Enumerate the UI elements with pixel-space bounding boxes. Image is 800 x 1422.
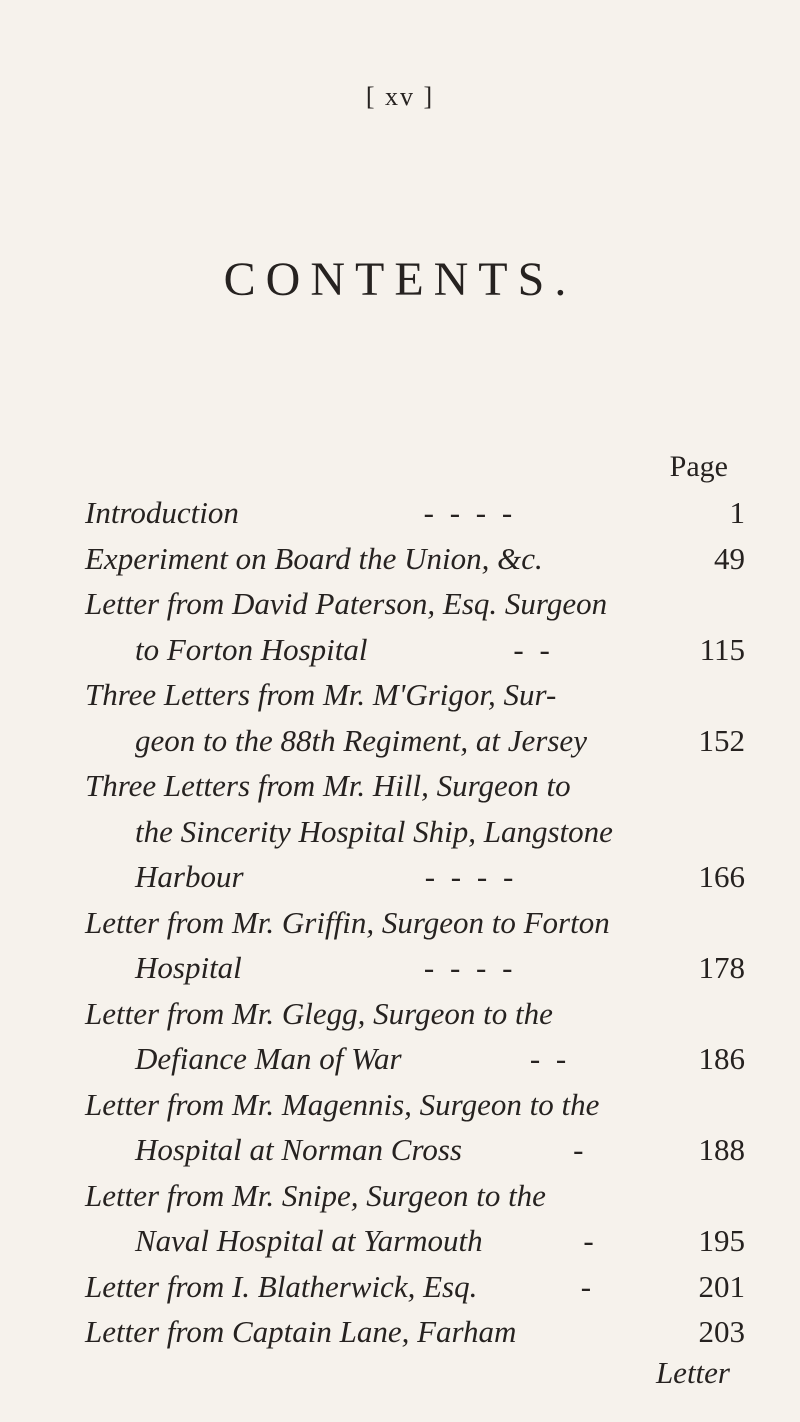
- entry-title-line: Letter from Mr. Snipe, Surgeon to the: [85, 1177, 546, 1213]
- leader-dashes: -: [580, 1268, 596, 1304]
- entry-page-number: 186: [698, 1041, 745, 1076]
- entry-title-line: Letter from Captain Lane, Farham: [85, 1314, 517, 1349]
- contents-entry: [85, 581, 745, 672]
- entry-title-line: Letter from David Paterson, Esq. Surgeon: [85, 586, 608, 621]
- leader-dashes: - - - -: [424, 859, 518, 894]
- contents-entry: [85, 672, 745, 763]
- entry-page-number: 201: [698, 1268, 745, 1304]
- contents-entry: [85, 991, 745, 1082]
- entry-title-line: Hospital at Norman Cross: [135, 1132, 462, 1167]
- entry-title-line: Experiment on Board the Union, &c.: [85, 540, 543, 576]
- contents-entry: [85, 1309, 745, 1355]
- leader-dashes: - -: [529, 1041, 571, 1076]
- entry-title-line: geon to the 88th Regiment, at Jersey: [135, 722, 587, 758]
- contents-entry: [85, 900, 745, 991]
- entry-title-line: to Forton Hospital: [135, 631, 368, 667]
- entry-page-number: 178: [698, 950, 745, 985]
- entry-page-number: 188: [698, 1132, 745, 1167]
- entry-title-line: Introduction: [85, 495, 239, 530]
- entry-page-number: 49: [714, 540, 745, 576]
- page-column-label: Page: [669, 450, 728, 483]
- contents-entry: [85, 1173, 745, 1264]
- entry-title-line: Letter from I. Blatherwick, Esq.: [85, 1268, 478, 1304]
- leader-dashes: - - - -: [423, 950, 517, 985]
- leader-dashes: -: [573, 1132, 588, 1167]
- contents-entry: [85, 1082, 745, 1173]
- entry-page-number: 195: [698, 1223, 745, 1258]
- entry-page-number: 203: [698, 1314, 745, 1349]
- page-number: [ xv ]: [365, 82, 435, 111]
- leader-dashes: - -: [513, 631, 554, 667]
- contents-list: [85, 490, 745, 1355]
- entry-title-line: Naval Hospital at Yarmouth: [135, 1223, 483, 1258]
- entry-title-line: Letter from Mr. Glegg, Surgeon to the: [85, 995, 553, 1031]
- contents-entry: [85, 490, 745, 536]
- entry-title-line: Harbour: [135, 859, 244, 894]
- entry-title-line: the Sincerity Hospital Ship, Langstone: [135, 813, 613, 849]
- entry-page-number: 152: [698, 722, 745, 758]
- contents-heading: CONTENTS.: [223, 253, 577, 306]
- contents-entry: [85, 763, 745, 900]
- entry-title-line: Letter from Mr. Griffin, Surgeon to Forton: [85, 904, 610, 940]
- catchword: Letter: [655, 1355, 730, 1390]
- entry-title-line: Hospital: [135, 950, 242, 985]
- contents-entry: [85, 1264, 745, 1310]
- entry-title-line: Defiance Man of War: [135, 1041, 402, 1076]
- entry-page-number: 166: [698, 859, 745, 894]
- leader-dashes: -: [583, 1223, 598, 1258]
- entry-title-line: Three Letters from Mr. Hill, Surgeon to: [85, 768, 571, 803]
- entry-title-line: Three Letters from Mr. M'Grigor, Sur-: [85, 677, 557, 712]
- contents-entry: [85, 536, 745, 582]
- entry-page-number: 1: [729, 495, 745, 530]
- entry-page-number: 115: [699, 631, 745, 667]
- entry-title-line: Letter from Mr. Magennis, Surgeon to the: [85, 1086, 600, 1122]
- leader-dashes: - - - -: [423, 495, 517, 530]
